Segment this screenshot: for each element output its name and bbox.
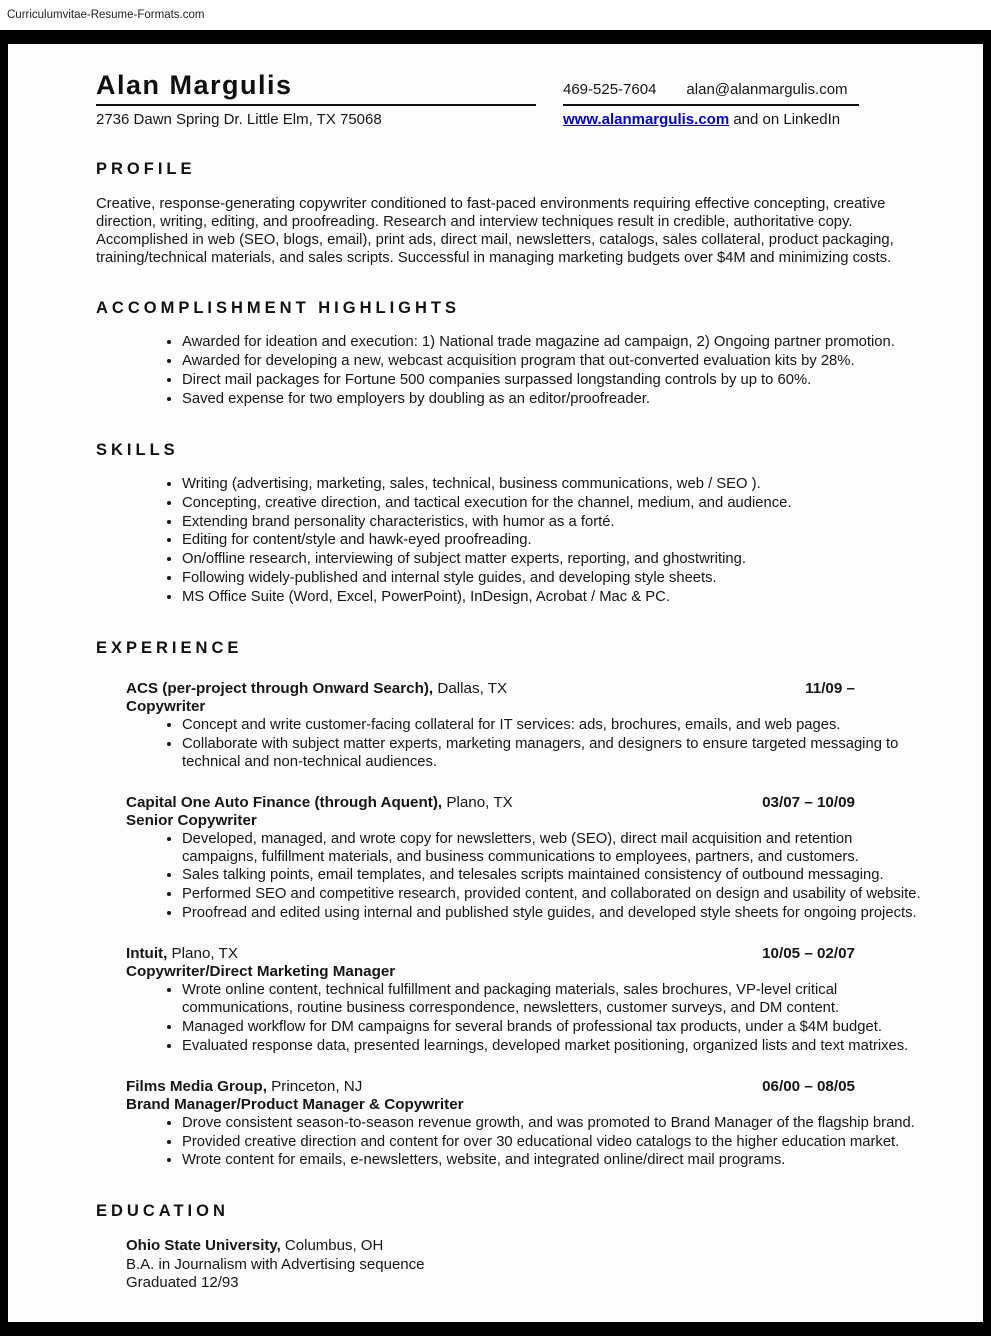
- education-school-line: [126, 1237, 923, 1255]
- person-name: Alan Margulis: [96, 70, 293, 100]
- company-location: Dallas, TX: [433, 679, 508, 697]
- job-company-line: [126, 1078, 362, 1095]
- bullet-item: • Concept and write customer-facing collateral for IT services: ads, brochures, emails, and web pages.: [182, 717, 923, 735]
- bullet-item: • Developed, managed, and wrote copy for newsletters, web (SEO), direct mail acquisition and retention campaigns, fulfillment materials, and business communications to employees, partners, and customers.: [182, 831, 923, 867]
- job-dates: 11/09 –: [805, 679, 855, 697]
- bullet-item: • Evaluated response data, presented learnings, developed market positioning, organized lists and text matrixes.: [182, 1038, 923, 1056]
- bullet-item: • Saved expense for two employers by doubling as an editor/proofreader.: [182, 391, 923, 409]
- bullet-item: • Managed workflow for DM campaigns for several brands of professional tax products, under a $4M budget.: [182, 1019, 923, 1037]
- job-role: Senior Copywriter: [126, 811, 257, 829]
- phone-number: 469-525-7604: [563, 81, 657, 98]
- company-location: Plano, TX: [167, 945, 238, 963]
- job-header: [126, 680, 923, 697]
- contact-cell: [563, 81, 859, 106]
- bullet-item: • Following widely-published and internal style guides, and developing style sheets.: [182, 570, 923, 588]
- job-role: Copywriter/Direct Marketing Manager: [126, 963, 396, 981]
- highlights-list: [96, 334, 923, 409]
- school-location: Columbus, OH: [280, 1237, 384, 1255]
- resume-page: [0, 44, 991, 1322]
- job-header: [126, 945, 923, 962]
- bullet-item: • Extending brand personality characteristics, with humor as a forté.: [182, 514, 923, 532]
- profile-title: PROFILE: [96, 160, 196, 178]
- header-row-2: [96, 111, 923, 128]
- skills-list: [96, 476, 923, 607]
- company-name: ACS (per-project through Onward Search),: [126, 679, 434, 697]
- web-cell: [563, 111, 903, 128]
- job-films-media: [126, 1078, 923, 1171]
- job-role: Copywriter: [126, 697, 206, 715]
- job-bullet-list: [126, 831, 923, 923]
- bullet-item: • Performed SEO and competitive research, provided content, and collaborated on design and usability of website.: [182, 886, 923, 904]
- company-name: Films Media Group,: [126, 1077, 267, 1095]
- site-label: Curriculumvitae-Resume-Formats.com: [7, 9, 205, 21]
- job-bullet-list: [126, 1115, 923, 1171]
- education-block: [126, 1237, 923, 1292]
- bullet-item: • MS Office Suite (Word, Excel, PowerPoint), InDesign, Acrobat / Mac & PC.: [182, 589, 923, 607]
- website-link[interactable]: www.alanmargulis.com: [563, 111, 730, 128]
- job-bullet-list: [126, 717, 923, 772]
- school-name: Ohio State University,: [126, 1237, 281, 1255]
- section-profile: [96, 160, 923, 267]
- website-suffix: and on LinkedIn: [729, 111, 841, 128]
- bullet-item: • Direct mail packages for Fortune 500 companies surpassed longstanding controls by up to 60%.: [182, 372, 923, 390]
- job-intuit: [126, 945, 923, 1056]
- job-capital-one: [126, 794, 923, 923]
- experience-title: EXPERIENCE: [96, 638, 243, 657]
- job-header: [126, 1078, 923, 1095]
- company-location: Princeton, NJ: [266, 1077, 363, 1095]
- job-company-line: [126, 794, 513, 811]
- bullet-item: • Editing for content/style and hawk-eyed proofreading.: [182, 532, 923, 550]
- bullet-item: • Sales talking points, email templates, and telesales scripts maintained consistency of outbound messaging.: [182, 867, 923, 885]
- job-bullet-list: [126, 982, 923, 1056]
- bottom-black-bar: [0, 1322, 991, 1336]
- postal-address: 2736 Dawn Spring Dr. Little Elm, TX 75068: [96, 111, 382, 128]
- top-strip: [0, 0, 991, 30]
- bullet-item: • Awarded for ideation and execution: 1) National trade magazine ad campaign, 2) Ongoing partner promotion.: [182, 334, 923, 352]
- job-company-line: [126, 680, 507, 697]
- section-highlights: [96, 299, 923, 409]
- top-black-bar: [0, 30, 991, 44]
- bullet-item: • Concepting, creative direction, and tactical execution for the channel, medium, and audience.: [182, 495, 923, 513]
- skills-title: SKILLS: [96, 440, 179, 459]
- company-location: Plano, TX: [442, 793, 513, 811]
- highlights-title: ACCOMPLISHMENT HIGHLIGHTS: [96, 299, 460, 318]
- education-title: EDUCATION: [96, 1202, 229, 1221]
- bullet-item: • Writing (advertising, marketing, sales, technical, business communications, web / SEO ).: [182, 476, 923, 494]
- bullet-item: • Provided creative direction and content for over 30 educational video catalogs to the higher education market.: [182, 1134, 923, 1152]
- job-role: Brand Manager/Product Manager & Copywriter: [126, 1095, 464, 1113]
- bullet-item: • Collaborate with subject matter experts, marketing managers, and designers to ensure targeted messaging to technical and non-technical audiences.: [182, 736, 923, 772]
- bullet-item: • Proofread and edited using internal and published style guides, and developed style sheets for ongoing projects.: [182, 905, 923, 923]
- section-education: [96, 1202, 923, 1292]
- company-name: Capital One Auto Finance (through Aquent),: [126, 793, 443, 811]
- section-experience: [96, 639, 923, 1170]
- section-skills: [96, 441, 923, 607]
- profile-text: Creative, response-generating copywriter conditioned to fast-paced environments requiring effective concepting, creative direction, writing, editing, and proofreading. Research and interview techniques result in credible, authoritative copy. Accomplished in web (SEO, blogs, email), print ads, direct mail, newsletters, catalogs, sales collateral, product packaging, training/technical materials, and sales scripts. Successful in managing marketing budgets over $4M and minimizing costs.: [96, 196, 894, 267]
- job-acs: [126, 680, 923, 772]
- education-graduated: Graduated 12/93: [126, 1274, 239, 1292]
- job-dates: 03/07 – 10/09: [762, 793, 855, 811]
- bullet-item: • Wrote content for emails, e-newsletters, website, and integrated online/direct mail programs.: [182, 1152, 923, 1170]
- bullet-item: • Wrote online content, technical fulfillment and packaging materials, sales brochures, VP-level critical communications, routine business correspondence, newsletters, customer surveys, and DM content.: [182, 982, 923, 1018]
- bullet-item: • Drove consistent season-to-season revenue growth, and was promoted to Brand Manager of the flagship brand.: [182, 1115, 923, 1133]
- name-cell: [96, 70, 536, 106]
- job-company-line: [126, 945, 238, 962]
- job-dates: 10/05 – 02/07: [762, 945, 855, 963]
- company-name: Intuit,: [126, 945, 168, 963]
- email-address: alan@alanmargulis.com: [686, 81, 848, 98]
- education-degree: B.A. in Journalism with Advertising sequence: [126, 1256, 425, 1274]
- bullet-item: • Awarded for developing a new, webcast acquisition program that out-converted evaluation kits by 28%.: [182, 353, 923, 371]
- header-row-1: [96, 70, 923, 106]
- job-dates: 06/00 – 08/05: [762, 1077, 855, 1095]
- bullet-item: • On/offline research, interviewing of subject matter experts, reporting, and ghostwriting.: [182, 551, 923, 569]
- job-header: [126, 794, 923, 811]
